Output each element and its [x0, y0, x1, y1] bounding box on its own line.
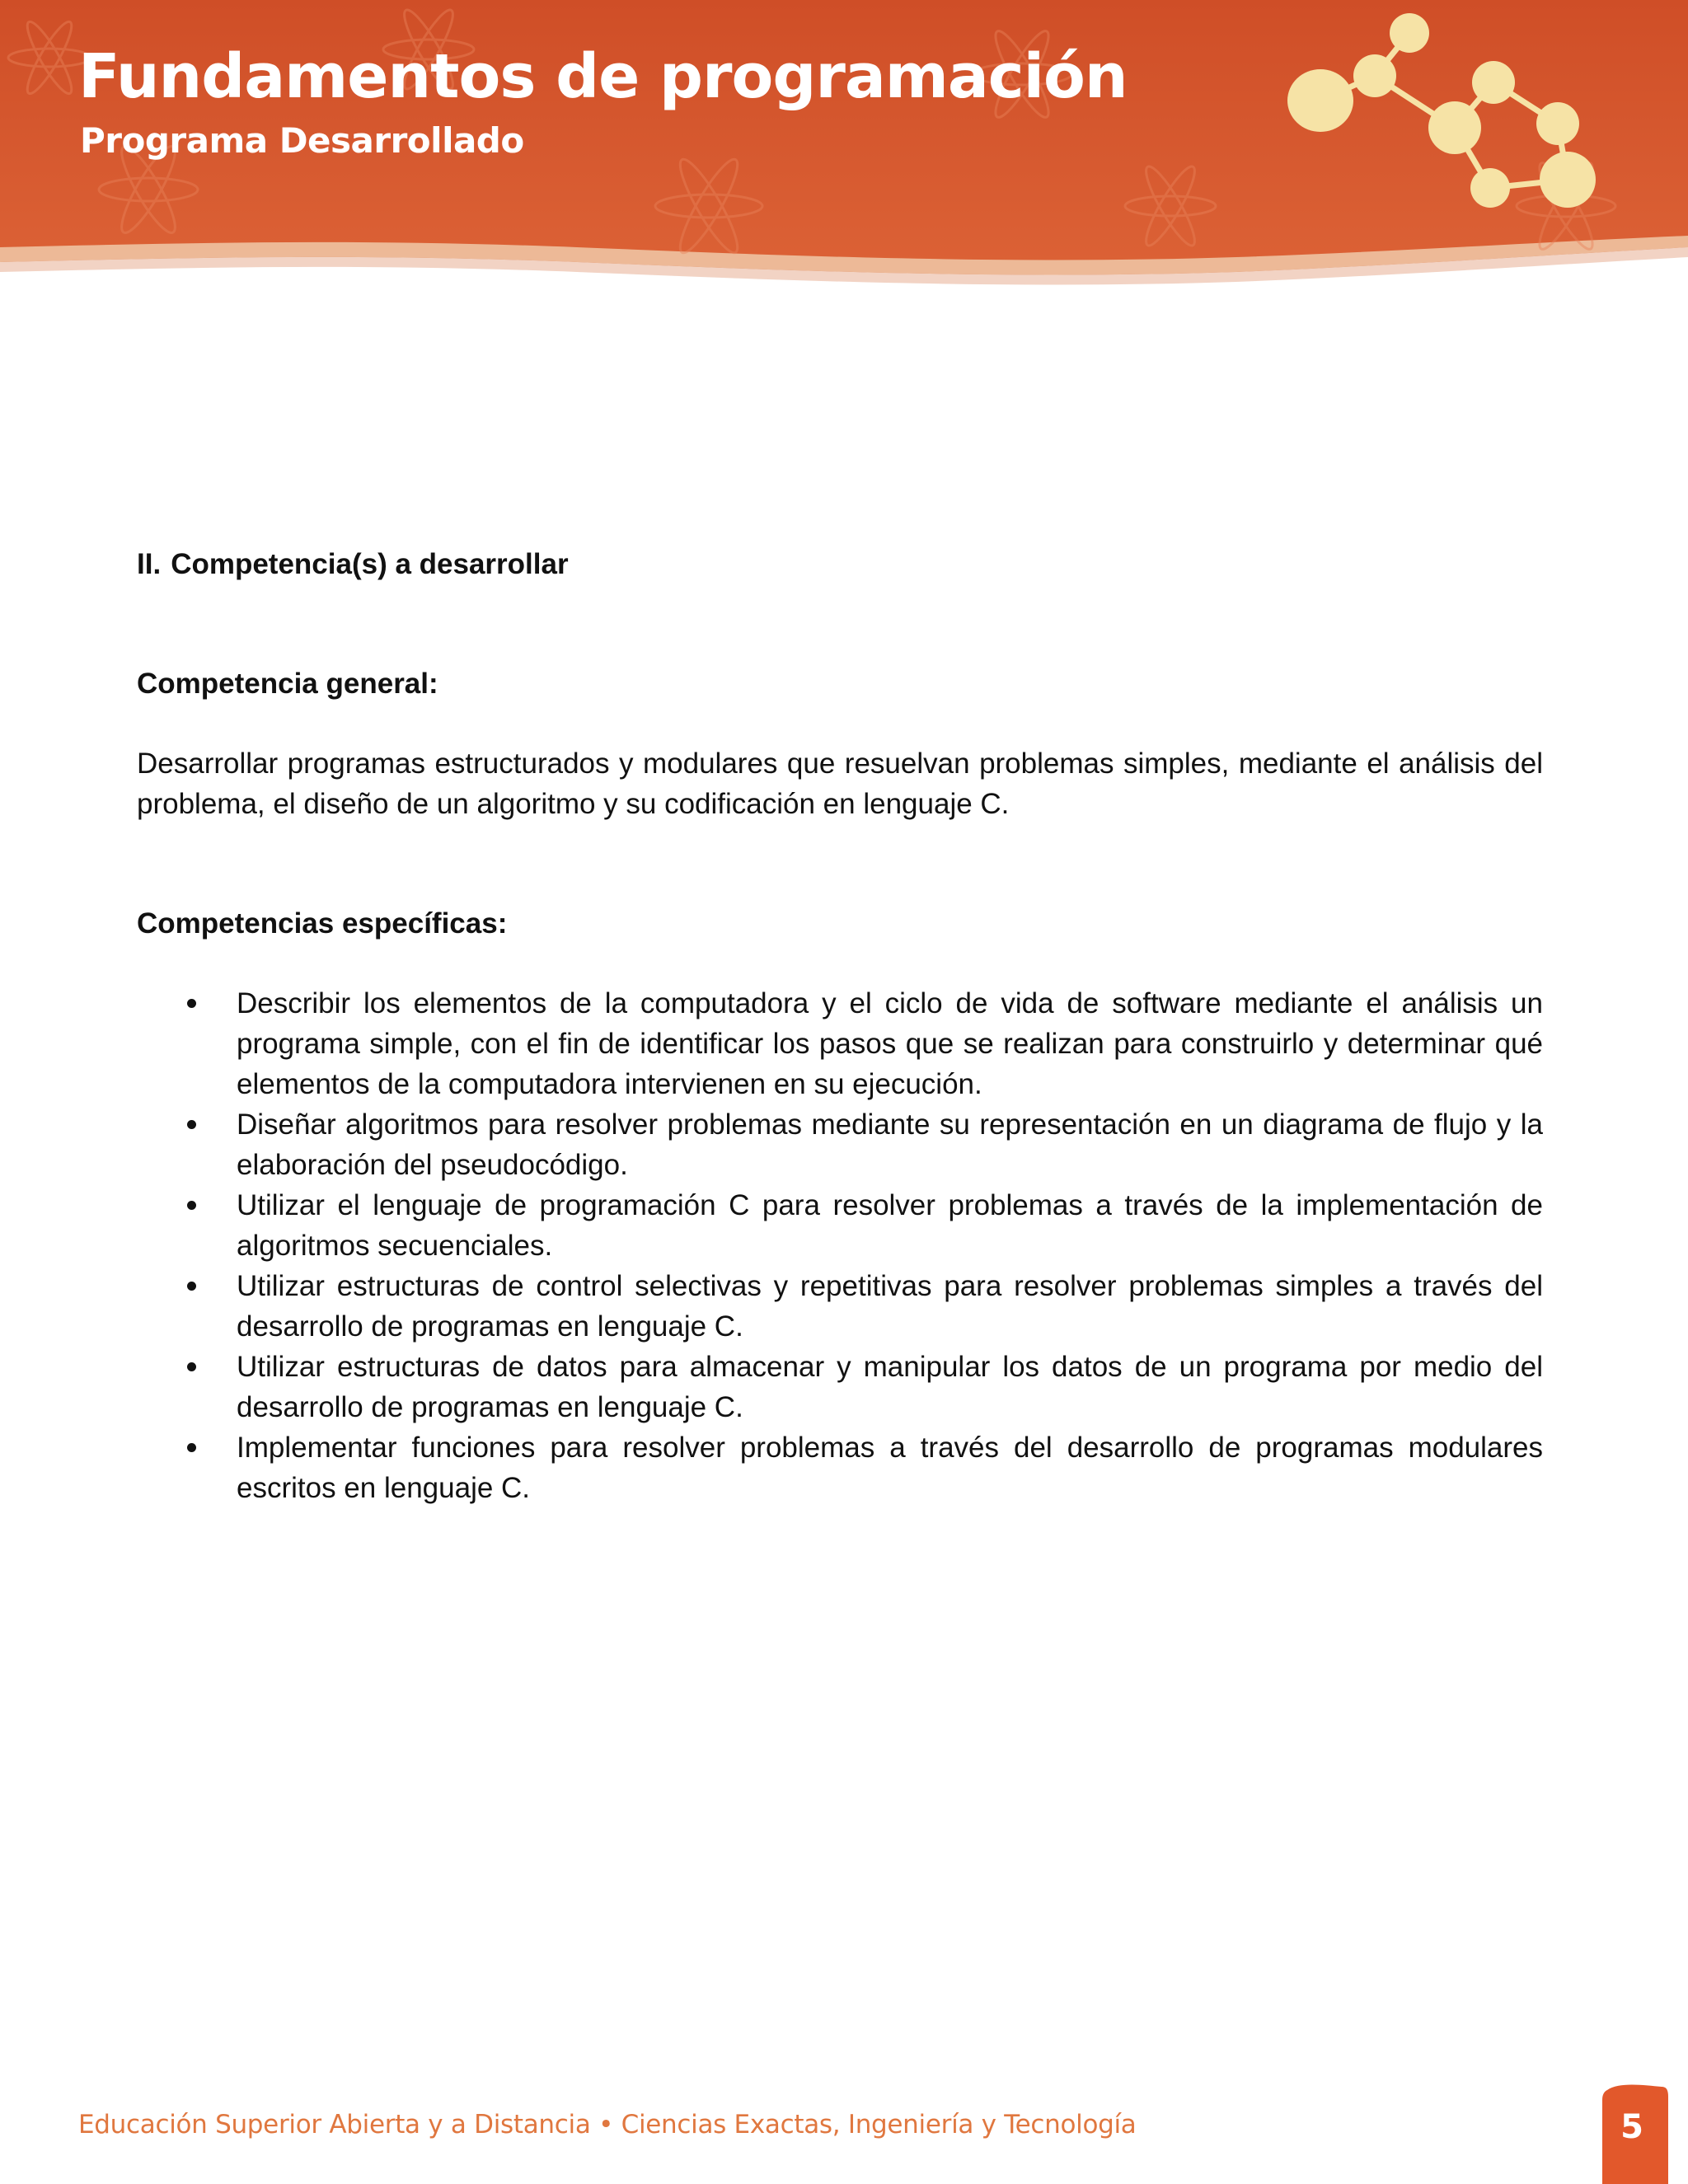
section-number: II. — [137, 548, 162, 580]
bullet-icon — [187, 1201, 196, 1210]
list-item-text: Diseñar algoritmos para resolver problemas mediante su representación en un diagrama de flujo y la elaboración del pseudocódigo. — [237, 1108, 1543, 1181]
list-item-text: Implementar funciones para resolver problemas a través del desarrollo de programas modulares escritos en lenguaje C. — [237, 1432, 1543, 1504]
bullet-icon — [187, 1443, 196, 1452]
general-competence-heading: Competencia general: — [137, 668, 438, 700]
section-title: Competencia(s) a desarrollar — [171, 548, 569, 580]
general-competence-text: Desarrollar programas estructurados y modulares que resuelvan problemas simples, mediante el análisis del problema, el diseño de un algoritmo y su codificación en lenguaje C. — [137, 748, 1543, 820]
section-heading — [137, 544, 1543, 584]
list-item — [137, 983, 1543, 1104]
specific-competences-list — [137, 983, 1543, 1508]
list-item — [137, 1347, 1543, 1427]
bullet-icon — [187, 1120, 196, 1129]
list-item-text: Utilizar el lenguaje de programación C para resolver problemas a través de la implementación de algoritmos secuenciales. — [237, 1189, 1543, 1262]
molecule-icon — [1269, 0, 1632, 231]
list-item — [137, 1104, 1543, 1185]
list-item-text: Utilizar estructuras de datos para almacenar y manipular los datos de un programa por medio del desarrollo de programas en lenguaje C. — [237, 1351, 1543, 1423]
document-subtitle: Programa Desarrollado — [80, 120, 524, 161]
specific-competences-heading: Competencias específicas: — [137, 907, 508, 940]
bullet-icon — [187, 999, 196, 1008]
list-item-text: Utilizar estructuras de control selectivas y repetitivas para resolver problemas simples a través del desarrollo de programas en lenguaje C. — [237, 1270, 1543, 1343]
list-item — [137, 1185, 1543, 1266]
main-content — [137, 544, 1543, 1508]
page-number: 5 — [1620, 2108, 1643, 2146]
list-item-text: Describir los elementos de la computadora y el ciclo de vida de software mediante el análisis un programa simple, con el fin de identificar los pasos que se realizan para construirlo y determinar qué elementos de la computadora intervienen en su ejecución. — [237, 987, 1543, 1100]
document-title: Fundamentos de programación — [78, 41, 1128, 112]
list-item — [137, 1427, 1543, 1508]
bullet-icon — [187, 1282, 196, 1291]
list-item — [137, 1266, 1543, 1347]
footer-text: Educación Superior Abierta y a Distancia • Ciencias Exactas, Ingeniería y Tecnología — [78, 2110, 1137, 2139]
bullet-icon — [187, 1362, 196, 1371]
